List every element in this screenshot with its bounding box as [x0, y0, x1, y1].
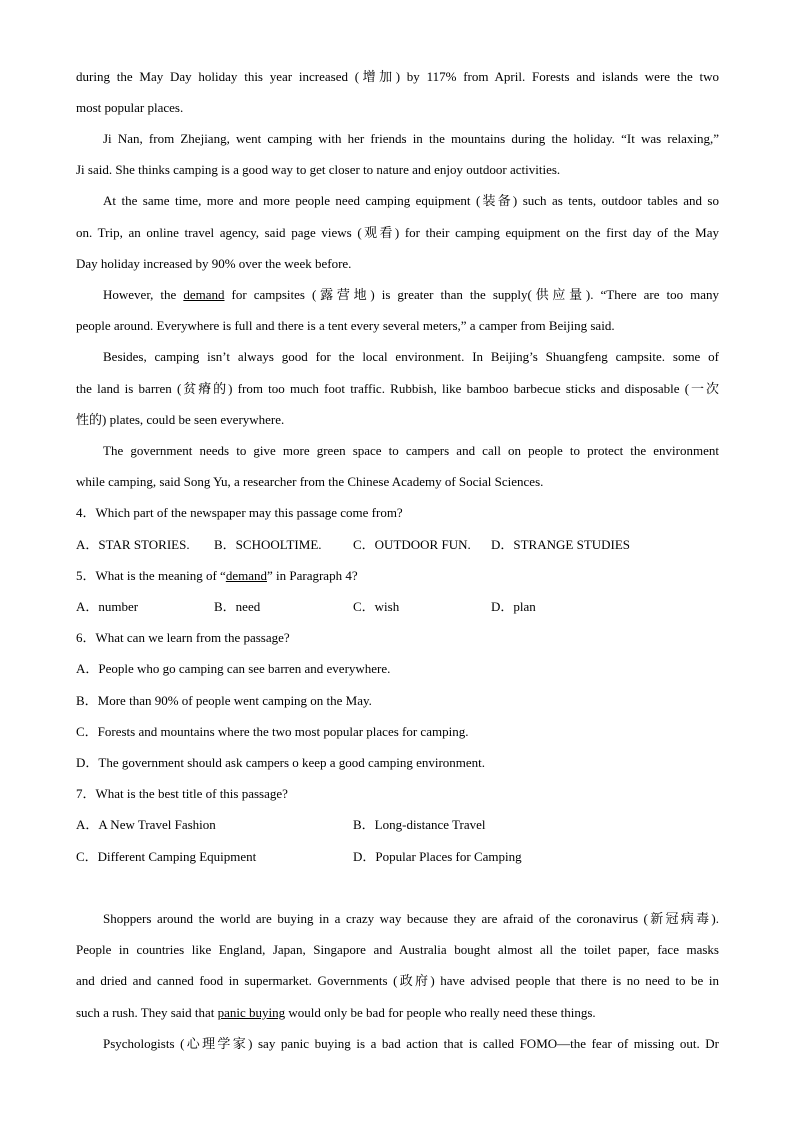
passage2-line-1: Shoppers around the world are buying in a crazy way because they are afraid of the coronavirus (新冠病毒).: [103, 911, 719, 926]
q5-option-b: B．need: [214, 599, 261, 614]
q5-stem-word: demand: [225, 568, 267, 583]
panic-buying-underlined: panic buying: [217, 1005, 286, 1020]
passage1-line-8-rest: for campsites (露营地) is greater than the supply(供应量). “There are too many: [231, 287, 720, 302]
q7-option-b: B．Long-distance Travel: [353, 817, 486, 832]
passage1-line-10: Besides, camping isn’t always good for the local environment. In Beijing’s Shuangfeng campsite. some of: [103, 349, 719, 364]
q5-stem-post: ” in Paragraph 4?: [266, 568, 358, 583]
passage1-line-14: while camping, said Song Yu, a researcher from the Chinese Academy of Social Sciences.: [76, 474, 544, 489]
passage1-line-11: the land is barren (贫瘠的) from too much foot traffic. Rubbish, like bamboo barbecue sticks and disposable (一次: [76, 381, 719, 396]
passage1-line-12: 性的) plates, could be seen everywhere.: [76, 412, 285, 427]
q5-option-a: A．number: [76, 599, 139, 614]
passage1-line-8: [103, 287, 719, 303]
passage1-line-1: during the May Day holiday this year increased (增加) by 117% from April. Forests and islands were the two: [76, 69, 719, 84]
q4-option-d: D．STRANGE STUDIES: [491, 537, 631, 552]
passage2-line-4-pre: such a rush. They said that: [76, 1005, 215, 1020]
q6-option-c: C．Forests and mountains where the two most popular places for camping.: [76, 724, 469, 739]
passage1-line-9: people around. Everywhere is full and there is a tent every several meters,” a camper from Beijing said.: [76, 318, 615, 333]
passage2-line-4: [76, 1005, 719, 1021]
the-word: the: [160, 287, 177, 302]
q4-option-c: C．OUTDOOR FUN.: [353, 537, 471, 552]
q7-option-d: D．Popular Places for Camping: [353, 849, 522, 864]
demand-underlined: demand: [183, 287, 225, 302]
q6-option-d: D．The government should ask campers o keep a good camping environment.: [76, 755, 486, 770]
passage1-line-7: Day holiday increased by 90% over the week before.: [76, 256, 352, 271]
question-7-stem: 7．What is the best title of this passage?: [76, 786, 288, 801]
q6-option-a: A．People who go camping can see barren and everywhere.: [76, 661, 391, 676]
passage1-line-5: At the same time, more and more people need camping equipment (装备) such as tents, outdoor tables and so: [103, 193, 719, 208]
question-6-stem: 6．What can we learn from the passage?: [76, 630, 290, 645]
q7-option-c: C．Different Camping Equipment: [76, 849, 257, 864]
passage2-line-3: and dried and canned food in supermarket. Governments (政府) have advised people that there is no need to be in: [76, 973, 719, 988]
passage2-line-5: Psychologists (心理学家) say panic buying is a bad action that is called FOMO—the fear of missing out. Dr: [103, 1036, 719, 1051]
q6-option-b: B．More than 90% of people went camping on the May.: [76, 693, 372, 708]
passage2-line-4-post: would only be bad for people who really need these things.: [288, 1005, 596, 1020]
q4-option-a: A．STAR STORIES.: [76, 537, 190, 552]
passage1-line-3: Ji Nan, from Zhejiang, went camping with her friends in the mountains during the holiday. “It was relaxing,”: [103, 131, 719, 146]
however-word: However,: [103, 287, 154, 302]
q4-option-b: B．SCHOOLTIME.: [214, 537, 322, 552]
passage1-line-4: Ji said. She thinks camping is a good way to get closer to nature and enjoy outdoor activities.: [76, 162, 561, 177]
passage1-line-6: on. Trip, an online travel agency, said page views (观看) for their camping equipment on the first day of the May: [76, 225, 719, 240]
q5-option-c: C．wish: [353, 599, 400, 614]
q5-stem-pre: 5．What is the meaning of “: [76, 568, 226, 583]
passage1-line-13: The government needs to give more green space to campers and call on people to protect the environment: [103, 443, 719, 458]
passage2-line-2: People in countries like England, Japan, Singapore and Australia bought almost all the toilet paper, face masks: [76, 942, 719, 957]
passage1-line-2: most popular places.: [76, 100, 184, 115]
q5-option-d: D．plan: [491, 599, 536, 614]
question-5-stem: [76, 568, 719, 584]
q7-option-a: A．A New Travel Fashion: [76, 817, 216, 832]
question-4-stem: 4．Which part of the newspaper may this passage come from?: [76, 505, 403, 520]
